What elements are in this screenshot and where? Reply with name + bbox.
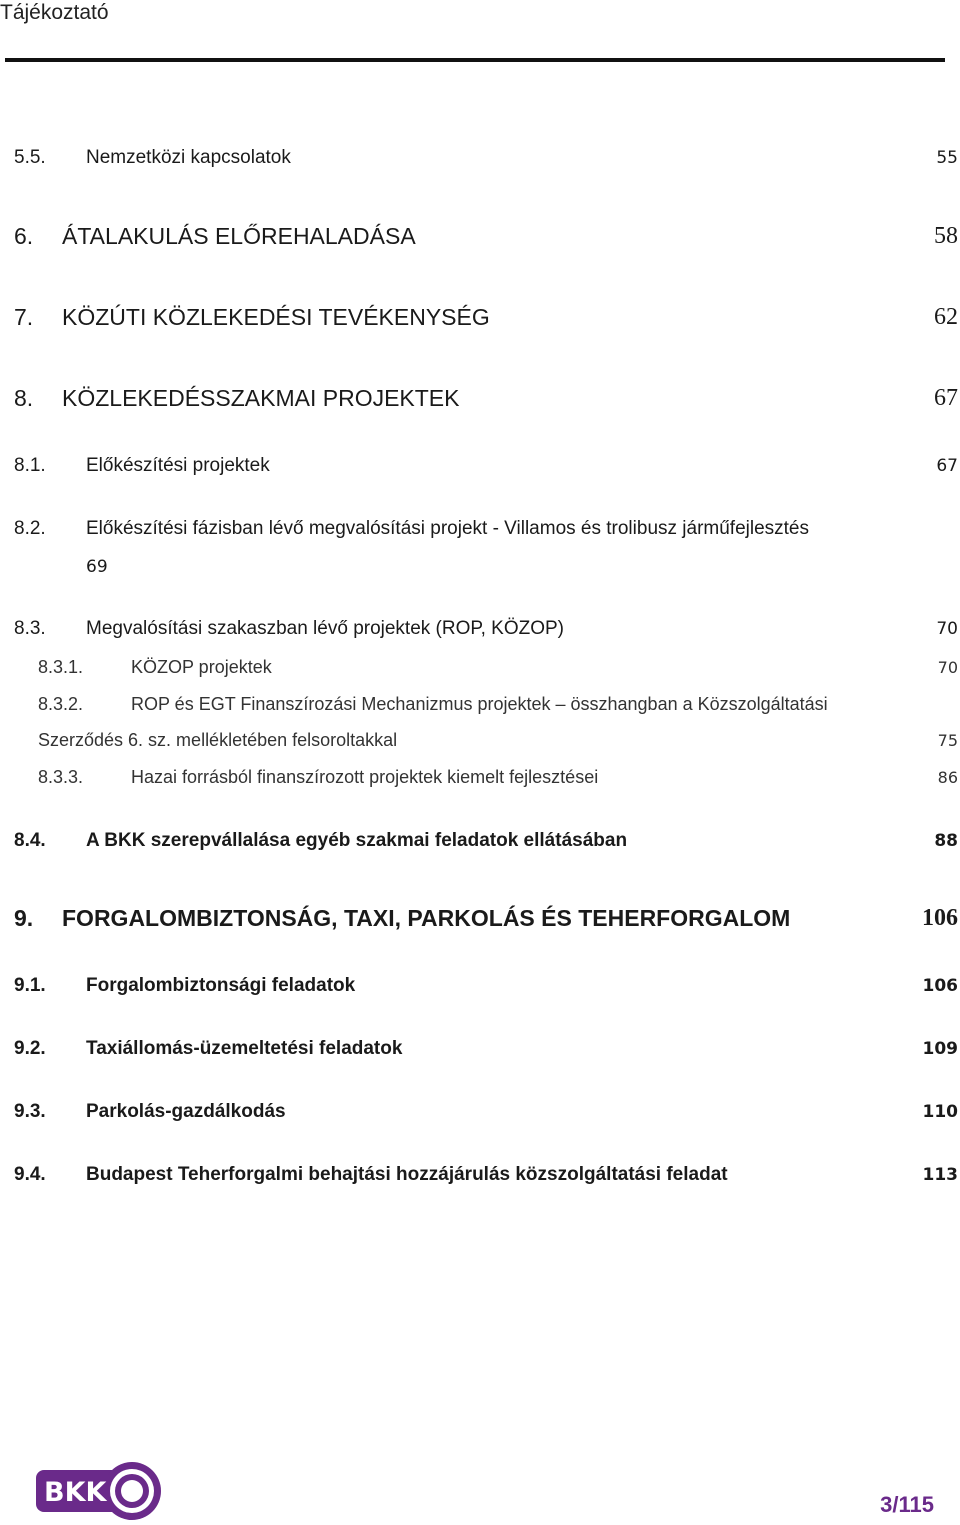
toc-entry-title: Nemzetközi kapcsolatok [86,147,291,168]
toc-entry-page: 55 [936,148,958,168]
toc-entry-page: 70 [936,619,958,639]
toc-entry-page: 86 [937,768,958,787]
toc-entry-title: Parkolás-gazdálkodás [86,1101,286,1122]
toc-entry-page: 113 [922,1165,958,1185]
toc-entry-title: ROP és EGT Finanszírozási Mechanizmus projektek – összhangban a Közszolgáltatási [131,694,828,714]
toc-entry-page: 69 [86,557,108,577]
toc-entry-title: Taxiállomás-üzemeltetési feladatok [86,1038,403,1059]
toc-entry-number: 8.3.2. [38,694,84,714]
toc-entry-page: 70 [937,658,958,677]
toc-entry-number: 9.1. [14,975,46,996]
toc-entry-page: 62 [934,304,958,330]
toc-entry-number: 8.1. [14,455,46,476]
toc-entry-page: 88 [934,831,958,851]
page-indicator: 3/115 [880,1492,934,1517]
header-divider [5,58,945,62]
toc-entry-title: FORGALOMBIZTONSÁG, TAXI, PARKOLÁS ÉS TEHERFORGALOM [62,905,791,931]
toc-entry-number: 7. [14,304,34,330]
toc-entry-number: 6. [14,223,34,249]
bkk-logo-text: BKK [44,1477,107,1508]
toc-entry-title: Előkészítési fázisban lévő megvalósítási projekt - Villamos és trolibusz járműfejlesztés [86,518,810,539]
toc-entry-number: 8.3.3. [38,767,84,787]
toc-entry-number: 8.2. [14,518,46,539]
toc-entry-title: Forgalombiztonsági feladatok [86,975,356,996]
toc-entry-number: 8.4. [14,830,46,851]
toc-entry-title: Budapest Teherforgalmi behajtási hozzájárulás közszolgáltatási feladat [86,1164,728,1185]
toc-entry-number: 8.3. [14,618,46,639]
bkk-logo [34,1460,166,1522]
document-header-title: Tájékoztató [0,1,109,24]
toc-entry-page: 58 [934,223,958,249]
toc-entry-number: 5.5. [14,147,46,168]
toc-entry-title: KÖZLEKEDÉSSZAKMAI PROJEKTEK [62,385,460,411]
toc-entry-number: 9.3. [14,1101,46,1122]
toc-entry-page: 67 [936,456,958,476]
toc-entry-title-continuation: Szerződés 6. sz. mellékletében felsoroltakkal [38,730,398,750]
toc-entry-number: 9.4. [14,1164,46,1185]
toc-entry-page: 106 [922,976,958,996]
toc-entry-number: 8. [14,385,34,411]
toc-entry-page: 106 [922,905,958,931]
toc-entry-number: 9.2. [14,1038,46,1059]
toc-entry-title: KÖZÚTI KÖZLEKEDÉSI TEVÉKENYSÉG [62,304,490,330]
toc-entry-page: 67 [934,385,958,411]
toc-entry-page: 109 [922,1039,958,1059]
toc-entry-number: 8.3.1. [38,657,84,677]
toc-entry-page: 110 [922,1102,958,1122]
toc-entry-page: 75 [937,731,958,750]
toc-entry-title: A BKK szerepvállalása egyéb szakmai feladatok ellátásában [86,830,628,851]
toc-entry-title: Előkészítési projektek [86,455,270,476]
toc-entry-title: Megvalósítási szakaszban lévő projektek (ROP, KÖZOP) [86,618,565,639]
toc-entry-title: KÖZOP projektek [131,657,272,677]
toc-entry-number: 9. [14,905,34,931]
toc-entry-title: Hazai forrásból finanszírozott projektek kiemelt fejlesztései [131,767,599,787]
toc-entry-title: ÁTALAKULÁS ELŐREHALADÁSA [62,223,416,249]
